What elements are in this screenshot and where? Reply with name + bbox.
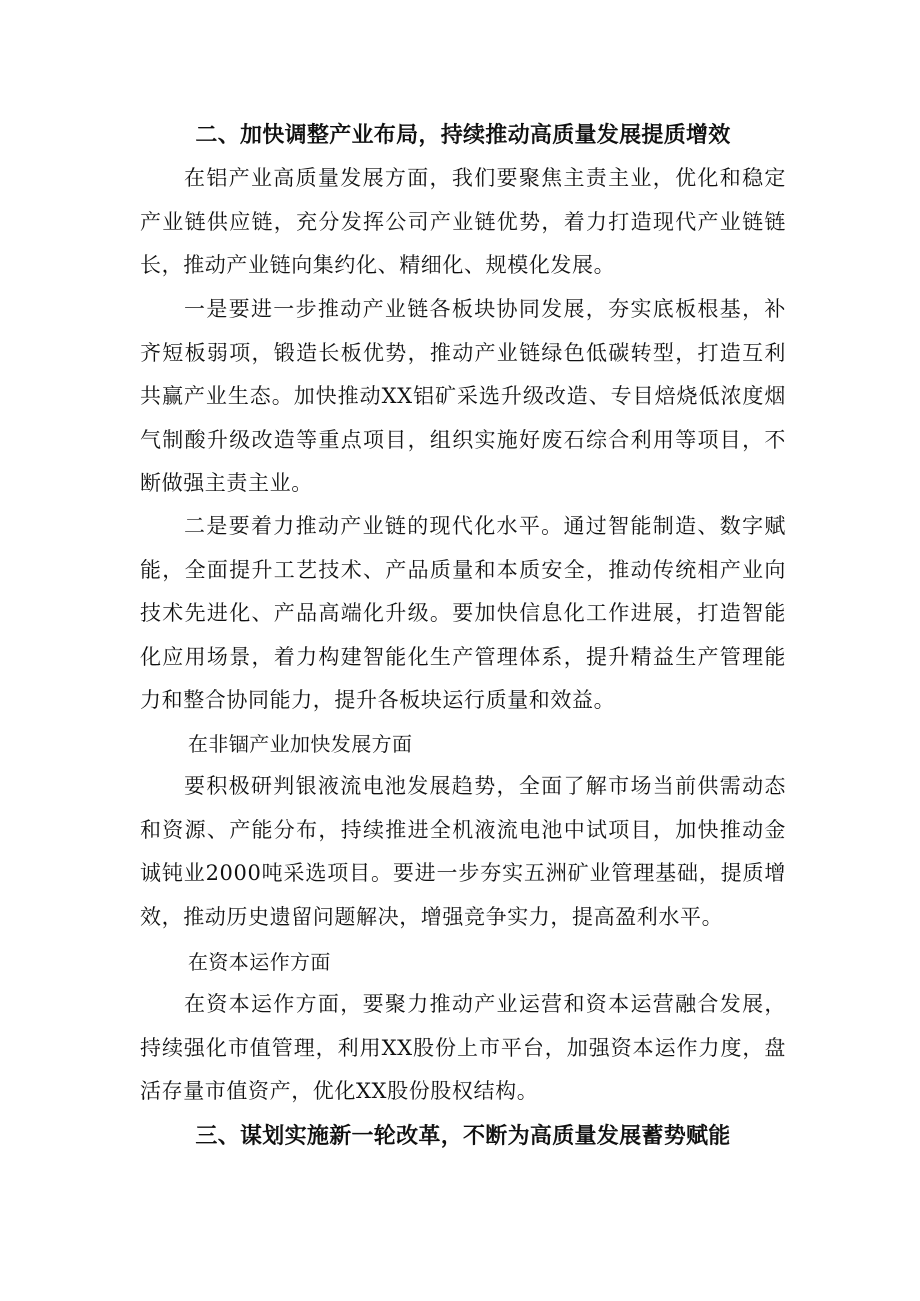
non-aluminum-subtitle: 在非锢产业加快发展方面	[188, 732, 413, 756]
aluminum-intro-paragraph: 在铝产业高质量发展方面，我们要聚焦主责主业，优化和稳定产业链供应链，充分发挥公司产业链优势，着力打造现代产业链链长，推动产业链向集约化、精细化、规模化发展。	[140, 166, 786, 277]
section-two-heading: 二、加快调整产业布局，持续推动高质量发展提质增效	[195, 123, 731, 148]
section-three-heading: 三、谋划实施新一轮改革，不断为高质量发展蓄势赋能	[195, 1124, 731, 1149]
capital-subtitle: 在资本运作方面	[188, 950, 331, 974]
point-two-paragraph: 二是要着力推动产业链的现代化水平。通过智能制造、数字赋能，全面提升工艺技术、产品质量和本质安全，推动传统相产业向技术先进化、产品高端化升级。要加快信息化工作进展，打造智能化应用场景，着力构建智能化生产管理体系，提升精益生产管理能力和整合协同能力，提升各板块运行质量和效益。	[140, 514, 786, 712]
point-one-paragraph: 一是要进一步推动产业链各板块协同发展，夯实底板根基，补齐短板弱项，锻造长板优势，推动产业链绿色低碳转型，打造互利共赢产业生态。加快推动XX铝矿采选升级改造、专目焙烧低浓度烟气制酸升级改造等重点项目，组织实施好废石综合利用等项目，不断做强主责主业。	[140, 297, 786, 495]
capital-paragraph: 在资本运作方面，要聚力推动产业运营和资本运营融合发展，持续强化市值管理，利用XX股份上市平台，加强资本运作力度，盘活存量市值资产，优化XX股份股权结构。	[140, 992, 786, 1103]
non-aluminum-paragraph: 要积极研判银液流电池发展趋势，全面了解市场当前供需动态和资源、产能分布，持续推进全机液流电池中试项目，加快推动金诚钝业2000吨采选项目。要进一步夯实五洲矿业管理基础，提质增效，推动历史遗留问题解决，增强竞争实力，提高盈利水平。	[140, 774, 786, 929]
